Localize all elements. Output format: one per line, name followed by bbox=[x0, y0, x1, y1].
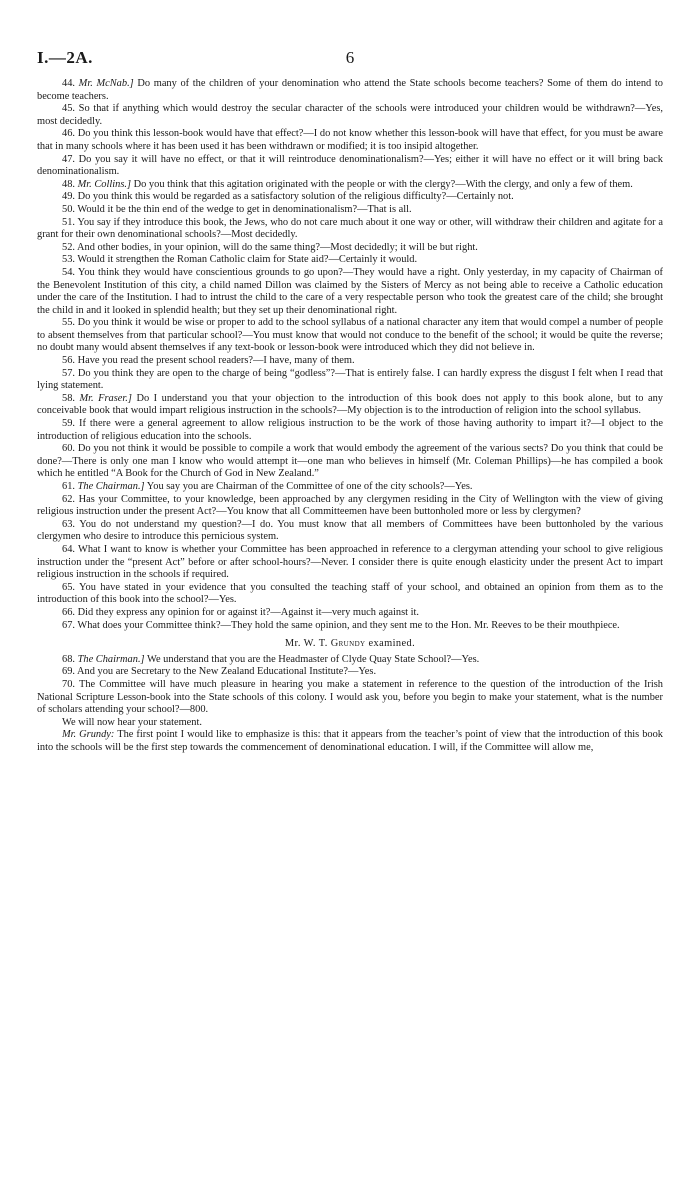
question-number: 51. bbox=[62, 216, 75, 228]
paragraph-text: You say if they introduce this book, the Jews, who do not care much about it one way or other, will withdraw their children and agitate for a grant for their own denominational schools?—Most decidedly. bbox=[37, 216, 663, 241]
paragraph bbox=[37, 418, 663, 443]
question-number: 63. bbox=[62, 518, 75, 530]
witness-name: Grundy bbox=[330, 638, 366, 650]
paragraph bbox=[37, 620, 663, 633]
paragraph-text: You have stated in your evidence that you consulted the teaching staff of your school, and obtained an opinion from them as to the introduction of this book into the school?—Yes. bbox=[37, 581, 663, 606]
paragraph bbox=[37, 267, 663, 317]
question-number: 49. bbox=[62, 191, 75, 203]
question-number: 61. bbox=[62, 481, 75, 492]
question-number: 60. bbox=[62, 443, 75, 455]
page-number: 6 bbox=[345, 48, 355, 67]
paragraph-text: If there were a general agreement to allow religious instruction to be the work of those having authority to impart it?—I object to the introduction of religious education into the schools. bbox=[37, 418, 663, 442]
paragraph bbox=[37, 154, 663, 179]
question-number: 44. bbox=[62, 78, 75, 89]
paragraph-text: Do you not think it would be possible to compile a work that would embody the agreement of the various sects? Do you think that could be done?—There is only one man I know who would attempt it—one man who believes in himself (Mr. Coleman Phillips)—he has compiled a book which he entitled “A Book for the Church of God in New Zealand.” bbox=[37, 443, 663, 480]
paragraph bbox=[37, 717, 663, 730]
question-number: 64. bbox=[62, 543, 75, 555]
paragraph bbox=[37, 355, 663, 368]
question-number: 48. bbox=[62, 178, 75, 190]
evidence-block-grundy bbox=[37, 654, 663, 755]
paragraph bbox=[37, 582, 663, 607]
question-number: 59. bbox=[62, 418, 75, 430]
question-number: 55. bbox=[62, 317, 75, 329]
paragraph-text: Do you say it will have no effect, or that it will reintroduce denominationalism?—Yes; either it will have no effect or it will bring back denominationalism. bbox=[37, 153, 663, 178]
paragraph bbox=[37, 179, 663, 192]
paragraph-text: You think they would have conscientious grounds to go upon?—They would have a right. Only yesterday, in my capacity of Chairman of the Benevolent Institution of this city, a child named Dillon was claimed by the Sisters of Mercy as not being able to receive a Catholic education under the care of the Institution. I had to intrust the child to the care of a very respectable person who took the greatest care of the child; she brought the child in and it looked in splendid health; but they set up their denominational right. bbox=[37, 266, 663, 316]
paragraph bbox=[37, 481, 663, 494]
paragraph bbox=[37, 519, 663, 544]
paragraph-text: We understand that you are the Headmaster of Clyde Quay State School?—Yes. bbox=[144, 653, 480, 665]
question-number: 69. bbox=[62, 666, 75, 678]
paragraph bbox=[37, 191, 663, 204]
paragraph-text: Do you think they are open to the charge of being “godless”?—That is entirely false. I can hardly express the disgust I felt when I read that lying statement. bbox=[37, 367, 663, 392]
paragraph-text: Do you think that this agitation originated with the people or with the clergy?—With the clergy, and only a few of them. bbox=[131, 178, 633, 190]
paragraph bbox=[37, 317, 663, 355]
question-number: 46. bbox=[62, 128, 75, 140]
paragraph-text: Do I understand you that your objection to the introduction of this book does not apply to this book alone, but to any conceivable book that would impart religious instruction in the schools?—My objection is to the introduction of religion into the school syllabus. bbox=[37, 392, 664, 417]
paragraph-text: Do you think it would be wise or proper to add to the school syllabus of a national character any item that would compel a number of people to absent themselves from that particular school?—You must know that would not conduce to the benefit of the school; it would be quite the reverse; no doubt many would absent themselves if any text-book or lesson-book were introduced which they did not believe in. bbox=[37, 317, 663, 354]
paragraph bbox=[37, 443, 663, 481]
speaker-label: Mr. Fraser.] bbox=[79, 392, 132, 404]
paragraph bbox=[37, 128, 663, 153]
question-number: 54. bbox=[62, 266, 75, 278]
document-body bbox=[37, 78, 663, 754]
question-number: 68. bbox=[62, 653, 75, 665]
paragraph bbox=[37, 544, 663, 582]
paragraph bbox=[37, 679, 663, 717]
speaker-label: Mr. Grundy: bbox=[62, 729, 115, 741]
question-number: 67. bbox=[62, 619, 75, 631]
paragraph-text: We will now hear your statement. bbox=[62, 716, 202, 728]
paragraph-text: Would it be the thin end of the wedge to get in denominationalism?—That is all. bbox=[77, 203, 412, 215]
paragraph-text: You do not understand my question?—I do. You must know that all members of Committees have been buttonholed by the various clergymen who desire to introduce this pernicious system. bbox=[37, 518, 663, 543]
paragraph bbox=[37, 368, 663, 393]
paragraph-text: Do you think this would be regarded as a satisfactory solution of the religious difficulty?—Certainly not. bbox=[77, 191, 514, 203]
paragraph-text: And other bodies, in your opinion, will do the same thing?—Most decidedly; it will be but right. bbox=[77, 241, 478, 253]
paragraph bbox=[37, 254, 663, 267]
report-reference: I.—2A. bbox=[37, 48, 93, 67]
paragraph bbox=[37, 204, 663, 217]
section-heading: Mr. W. T. Grundy examined. bbox=[284, 638, 416, 650]
speaker-label: The Chairman.] bbox=[77, 481, 145, 492]
speaker-label: Mr. Collins.] bbox=[77, 178, 132, 190]
paragraph-text: The first point I would like to emphasize is this: that it appears from the teacher’s point of view that the introduction of this book into the schools will be the first step towards the commencement of denominational education. I will, if the Committee will allow me, bbox=[37, 729, 664, 753]
paragraph bbox=[37, 78, 663, 103]
question-number: 57. bbox=[62, 367, 75, 379]
question-number: 45. bbox=[62, 103, 75, 115]
paragraph-text: Do many of the children of your denomination who attend the State schools become teachers? Some of them do intend to become teachers. bbox=[37, 78, 663, 102]
paragraph bbox=[37, 393, 663, 418]
paragraph-text: Do you think this lesson-book would have that effect?—I do not know whether this lesson-book will have that effect, for you must be aware that in many schools where it has been used it has been withdrawn or modified; it is too insipid altogether. bbox=[37, 128, 663, 152]
paragraph-text: Did they express any opinion for or against it?—Against it—very much against it. bbox=[77, 606, 419, 618]
question-number: 65. bbox=[62, 581, 75, 593]
question-number: 70. bbox=[62, 678, 75, 690]
question-number: 50. bbox=[62, 203, 75, 215]
paragraph-text: Would it strengthen the Roman Catholic claim for State aid?—Certainly it would. bbox=[77, 254, 418, 266]
paragraph-text: So that if anything which would destroy the secular character of the schools were introduced your children would be withdrawn?—Yes, most decidedly. bbox=[37, 103, 663, 127]
question-number: 58. bbox=[62, 392, 75, 404]
paragraph bbox=[37, 607, 663, 620]
speaker-label: Mr. McNab.] bbox=[78, 78, 134, 89]
paragraph bbox=[37, 242, 663, 255]
question-number: 52. bbox=[62, 241, 75, 253]
page-header bbox=[37, 48, 663, 70]
paragraph bbox=[37, 729, 663, 754]
paragraph bbox=[37, 103, 663, 128]
question-number: 47. bbox=[62, 153, 75, 165]
question-number: 66. bbox=[62, 606, 75, 618]
paragraph-text: What does your Committee think?—They hold the same opinion, and they sent me to the Hon. Mr. Reeves to be their mouthpiece. bbox=[77, 619, 620, 631]
paragraph-text: You say you are Chairman of the Committee of one of the city schools?—Yes. bbox=[144, 481, 473, 492]
paragraph-text: Has your Committee, to your knowledge, been approached by any clergymen residing in the City of Wellington with the view of giving religious instruction under the present Act?—You know that all Committeemen have been buttonholed more or less by clergymen? bbox=[37, 493, 663, 518]
paragraph-text: And you are Secretary to the New Zealand Educational Institute?—Yes. bbox=[77, 666, 377, 678]
paragraph bbox=[37, 666, 663, 679]
paragraph bbox=[37, 217, 663, 242]
question-number: 56. bbox=[62, 355, 75, 367]
paragraph-text: The Committee will have much pleasure in hearing you make a statement in reference to the question of the introduction of the Irish National Scripture Lesson-book into the State schools of this colony. I would ask you, before you begin to make your statement, what is the number of scholars attending your school?—800. bbox=[37, 678, 663, 716]
paragraph bbox=[37, 654, 663, 667]
question-number: 62. bbox=[62, 493, 75, 505]
speaker-label: The Chairman.] bbox=[77, 653, 145, 665]
evidence-block bbox=[37, 78, 663, 632]
paragraph bbox=[37, 494, 663, 519]
question-number: 53. bbox=[62, 254, 75, 266]
paragraph-text: Have you read the present school readers?—I have, many of them. bbox=[77, 355, 355, 367]
paragraph-text: What I want to know is whether your Committee has been approached in reference to a clergyman attending your school to give religious instruction under the “present Act” before or after school-hours?—Never. I consider there is quite enough elasticity under the present Act to impart religious instruction in the schools if required. bbox=[37, 543, 663, 581]
